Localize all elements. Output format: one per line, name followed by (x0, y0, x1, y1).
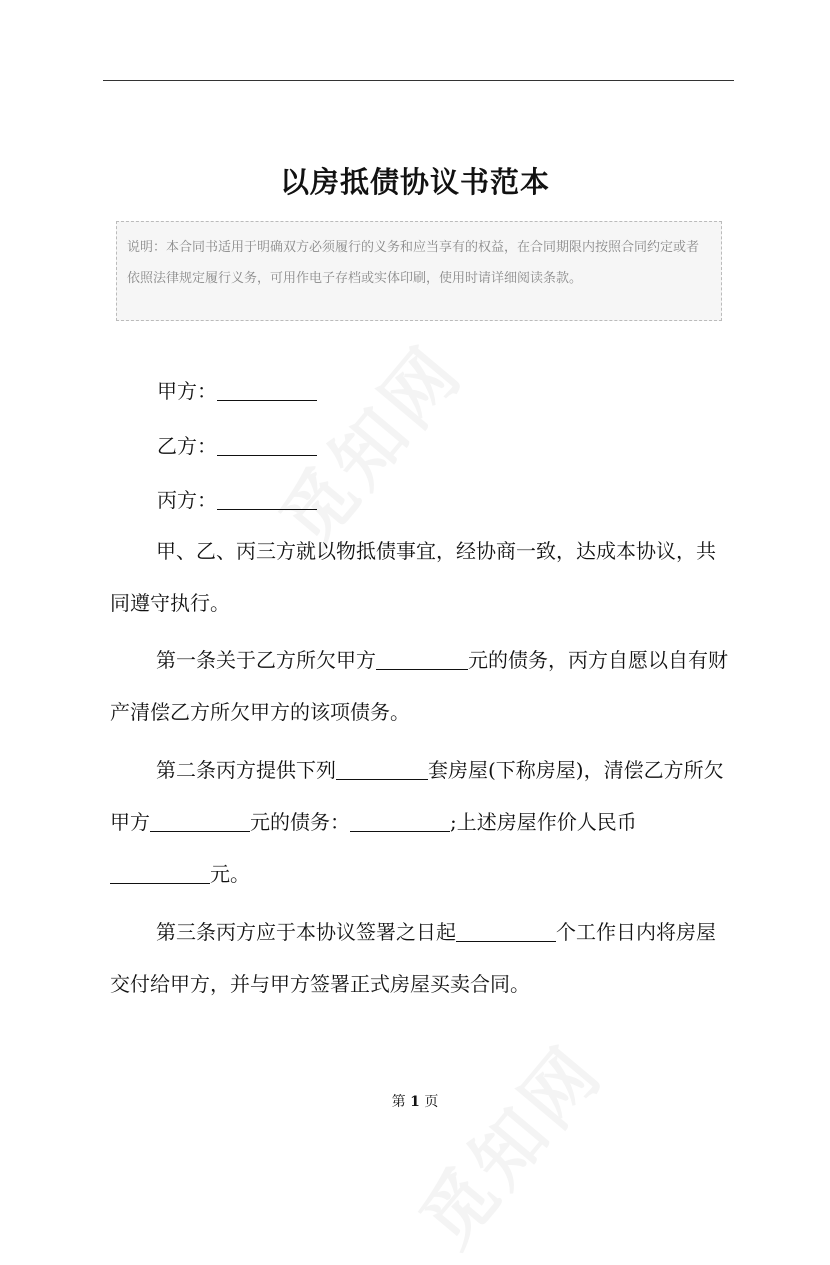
intro-paragraph: 甲、乙、丙三方就以物抵债事宜，经协商一致，达成本协议，共同遵守执行。 (110, 539, 716, 615)
article-3-days-blank (456, 917, 556, 942)
page-number: 1 (410, 1094, 420, 1110)
article-2-price-blank (110, 859, 210, 884)
party-c-blank (217, 485, 317, 510)
party-c-label: 丙方： (157, 488, 217, 512)
article-3-text-1: 第三条丙方应于本协议签署之日起 (156, 920, 456, 944)
article-2-text-3: 元的债务： (250, 810, 350, 834)
party-b-blank (217, 431, 317, 456)
article-2 (110, 744, 730, 900)
article-2-text-5: 元。 (210, 862, 250, 886)
party-b-label: 乙方： (157, 434, 217, 458)
footer-suffix: 页 (424, 1094, 439, 1110)
article-3-text-2: 个工作日内将房屋交付给甲方，并与甲方签署正式房屋买卖合同。 (110, 920, 716, 996)
party-c-line (157, 484, 317, 513)
party-a-label: 甲方： (157, 379, 217, 403)
footer-prefix: 第 (391, 1094, 406, 1110)
article-2-text-2: 套房屋(下称房屋)，清偿乙方所欠甲方 (110, 758, 724, 834)
party-b-line (157, 430, 317, 459)
article-1 (110, 634, 730, 738)
article-2-count-blank (336, 755, 428, 780)
article-3 (110, 906, 730, 1010)
article-1-text-2: 元的债务，丙方自愿以自有财产清偿乙方所欠甲方的该项债务。 (110, 648, 728, 724)
article-1-text-1: 第一条关于乙方所欠甲方 (156, 648, 376, 672)
article-2-amount-blank (150, 807, 250, 832)
article-2-text-1: 第二条丙方提供下列 (156, 758, 336, 782)
article-1-amount-blank (376, 645, 468, 670)
article-2-house-blank (350, 807, 450, 832)
usage-note: 说明：本合同书适用于明确双方必须履行的义务和应当享有的权益，在合同期限内按照合同约定或者依照法律规定履行义务，可用作电子存档或实体印刷，使用时请详细阅读条款。 (116, 221, 722, 321)
page-footer (0, 1091, 830, 1111)
party-a-blank (217, 376, 317, 401)
article-2-text-4: ;上述房屋作价人民币 (450, 810, 637, 834)
watermark-bottom (392, 1019, 622, 1265)
party-a-line (157, 375, 317, 404)
header-rule (103, 80, 734, 81)
document-title: 以房抵债协议书范本 (279, 165, 550, 199)
